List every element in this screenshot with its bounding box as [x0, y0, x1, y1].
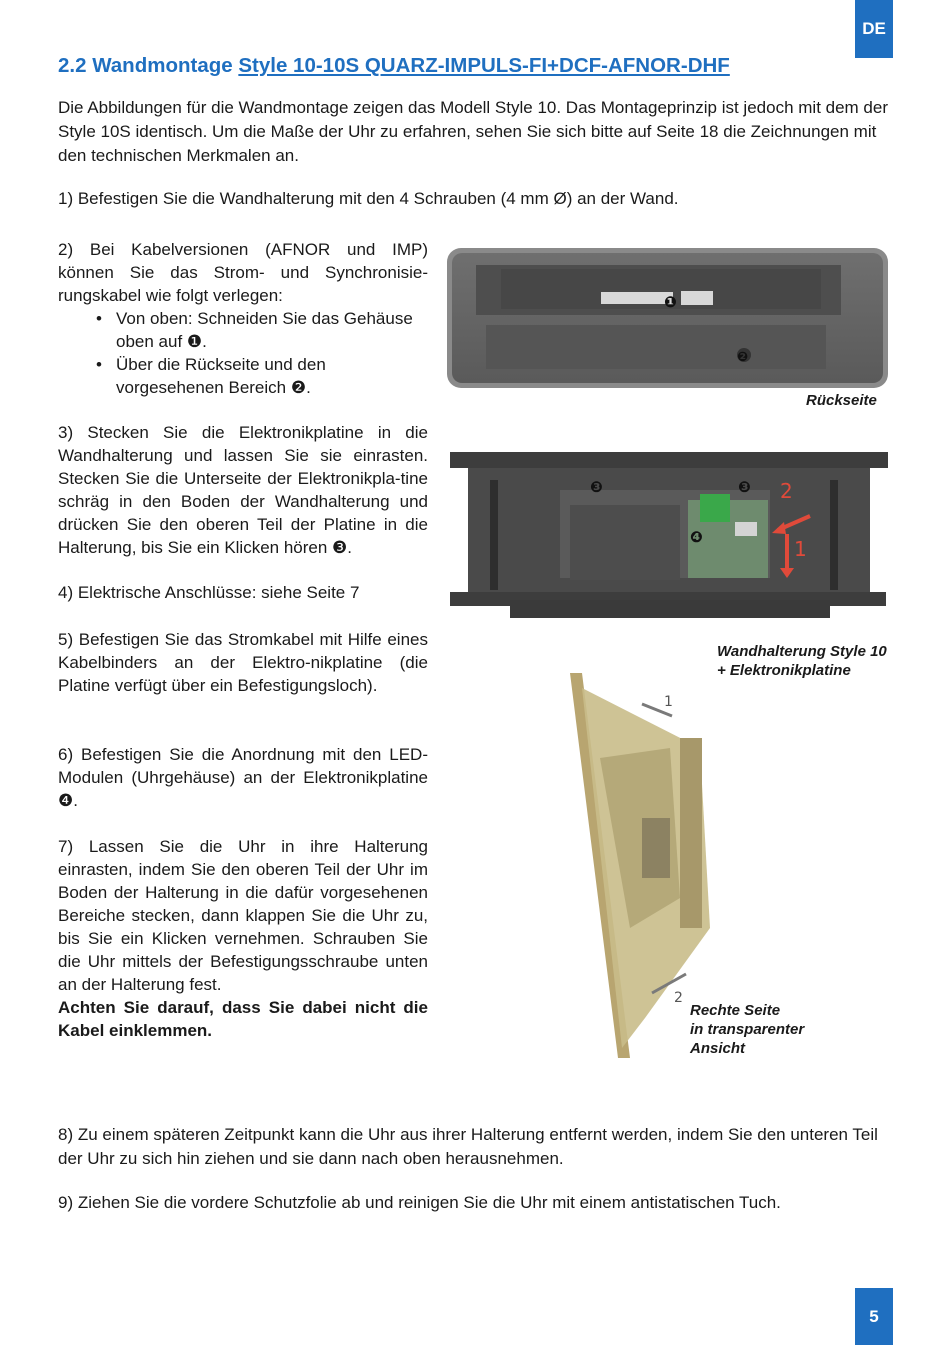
step-3-text: 3) Stecken Sie die Elektronikplatine in die Wandhalterung und lassen Sie sie einrasten. Stecken Sie die Unterseite der Elektronikpla-tine schräg in den Boden der Wandhalterung und drücken Sie den oberen Teil der Platine in die Halterung, bis Sie ein Klicken hören ❸.	[58, 423, 428, 557]
step-4	[58, 581, 428, 604]
step-5	[58, 628, 428, 697]
step-3	[58, 421, 428, 559]
side-arrow-label-1: 1	[664, 694, 673, 710]
label-sticker	[681, 291, 713, 305]
wall-mount-caption-line1: Wandhalterung Style 10	[717, 643, 887, 660]
back-side-figure	[446, 245, 890, 391]
step-1: 1) Befestigen Sie die Wandhalterung mit den 4 Schrauben (4 mm Ø) an der Wand.	[58, 189, 679, 208]
step-9: 9) Ziehen Sie die vordere Schutzfolie ab und reinigen Sie die Uhr mit einem antistatischen Tuch.	[58, 1193, 781, 1212]
wall-mount-figure	[450, 450, 890, 622]
marker-1: ❶	[664, 293, 677, 311]
heading-model-link[interactable]: Style 10-10S QUARZ-IMPULS-FI+DCF-AFNOR-DHF	[238, 54, 730, 77]
side-view-caption	[690, 1001, 804, 1058]
step-7	[58, 835, 428, 1042]
step-2-bullet-back: • Über die Rückseite und den vorgesehenen Bereich ❷.	[96, 353, 428, 399]
arrow-label-1: 1	[794, 537, 807, 561]
marker-3-left: ❸	[590, 478, 603, 496]
side-view-caption-line1: Rechte Seite	[690, 1002, 781, 1019]
step-5-text: 5) Befestigen Sie das Stromkabel mit Hilfe eines Kabelbinders an der Elektro-nikplatine (die Platine verfügt über ein Befestigungsloch).	[58, 630, 428, 695]
intro-paragraph: Die Abbildungen für die Wandmontage zeigen das Modell Style 10. Das Montageprinzip ist jedoch mit dem der Style 10S identisch. Um die Maße der Uhr zu erfahren, sehen Sie sich bitte auf Seite 18 die Zeichnungen mit den technischen Merkmalen an.	[58, 98, 889, 165]
step-2-bullet-list	[58, 307, 428, 399]
section-heading	[58, 54, 730, 78]
heading-prefix: 2.2 Wandmontage	[58, 54, 239, 77]
step-2-text: 2) Bei Kabelversionen (AFNOR und IMP) können Sie das Strom- und Synchronisie-rungskabel wie folgt verlegen:	[58, 240, 428, 305]
language-tab: DE	[855, 0, 893, 58]
side-view-caption-line3: Ansicht	[690, 1040, 746, 1057]
step-6	[58, 743, 428, 812]
side-arrow-label-2: 2	[674, 990, 683, 1006]
arrow-label-2: 2	[780, 479, 793, 503]
marker-2: ❷	[737, 350, 749, 365]
label-sticker	[601, 292, 673, 304]
side-view-caption-line2: in transparenter	[690, 1021, 805, 1038]
back-side-caption: Rückseite	[806, 392, 877, 409]
marker-3-right: ❸	[738, 478, 751, 496]
marker-4: ❹	[690, 528, 703, 546]
step-7-text: 7) Lassen Sie die Uhr in ihre Halterung einrasten, indem Sie den oberen Teil der Uhr im Boden der Halterung in die dafür vorgesehenen Bereiche stecken, dann klappen Sie die Uhr zu, bis Sie ein Klicken vernehmen. Schrauben Sie die Uhr mittels der Befestigungsschraube unten an der Halterung fest.	[58, 837, 428, 994]
step-2	[58, 238, 428, 399]
step-6-text: 6) Befestigen Sie die Anordnung mit den LED-Modulen (Uhrgehäuse) an der Elektronikplatine ❹.	[58, 745, 428, 810]
step-4-text: 4) Elektrische Anschlüsse: siehe Seite 7	[58, 583, 360, 602]
wall-mount-caption	[717, 642, 887, 680]
page-number-tab: 5	[855, 1288, 893, 1345]
step-2-bullet-top: • Von oben: Schneiden Sie das Gehäuse oben auf ❶.	[96, 307, 428, 353]
step-8: 8) Zu einem späteren Zeitpunkt kann die Uhr aus ihrer Halterung entfernt werden, indem Sie den unteren Teil der Uhr zu sich hin ziehen und sie dann nach oben herausnehmen.	[58, 1125, 878, 1168]
step-7-warning: Achten Sie darauf, dass Sie dabei nicht die Kabel einklemmen.	[58, 998, 428, 1040]
wall-mount-caption-line2: + Elektronikplatine	[717, 662, 851, 679]
